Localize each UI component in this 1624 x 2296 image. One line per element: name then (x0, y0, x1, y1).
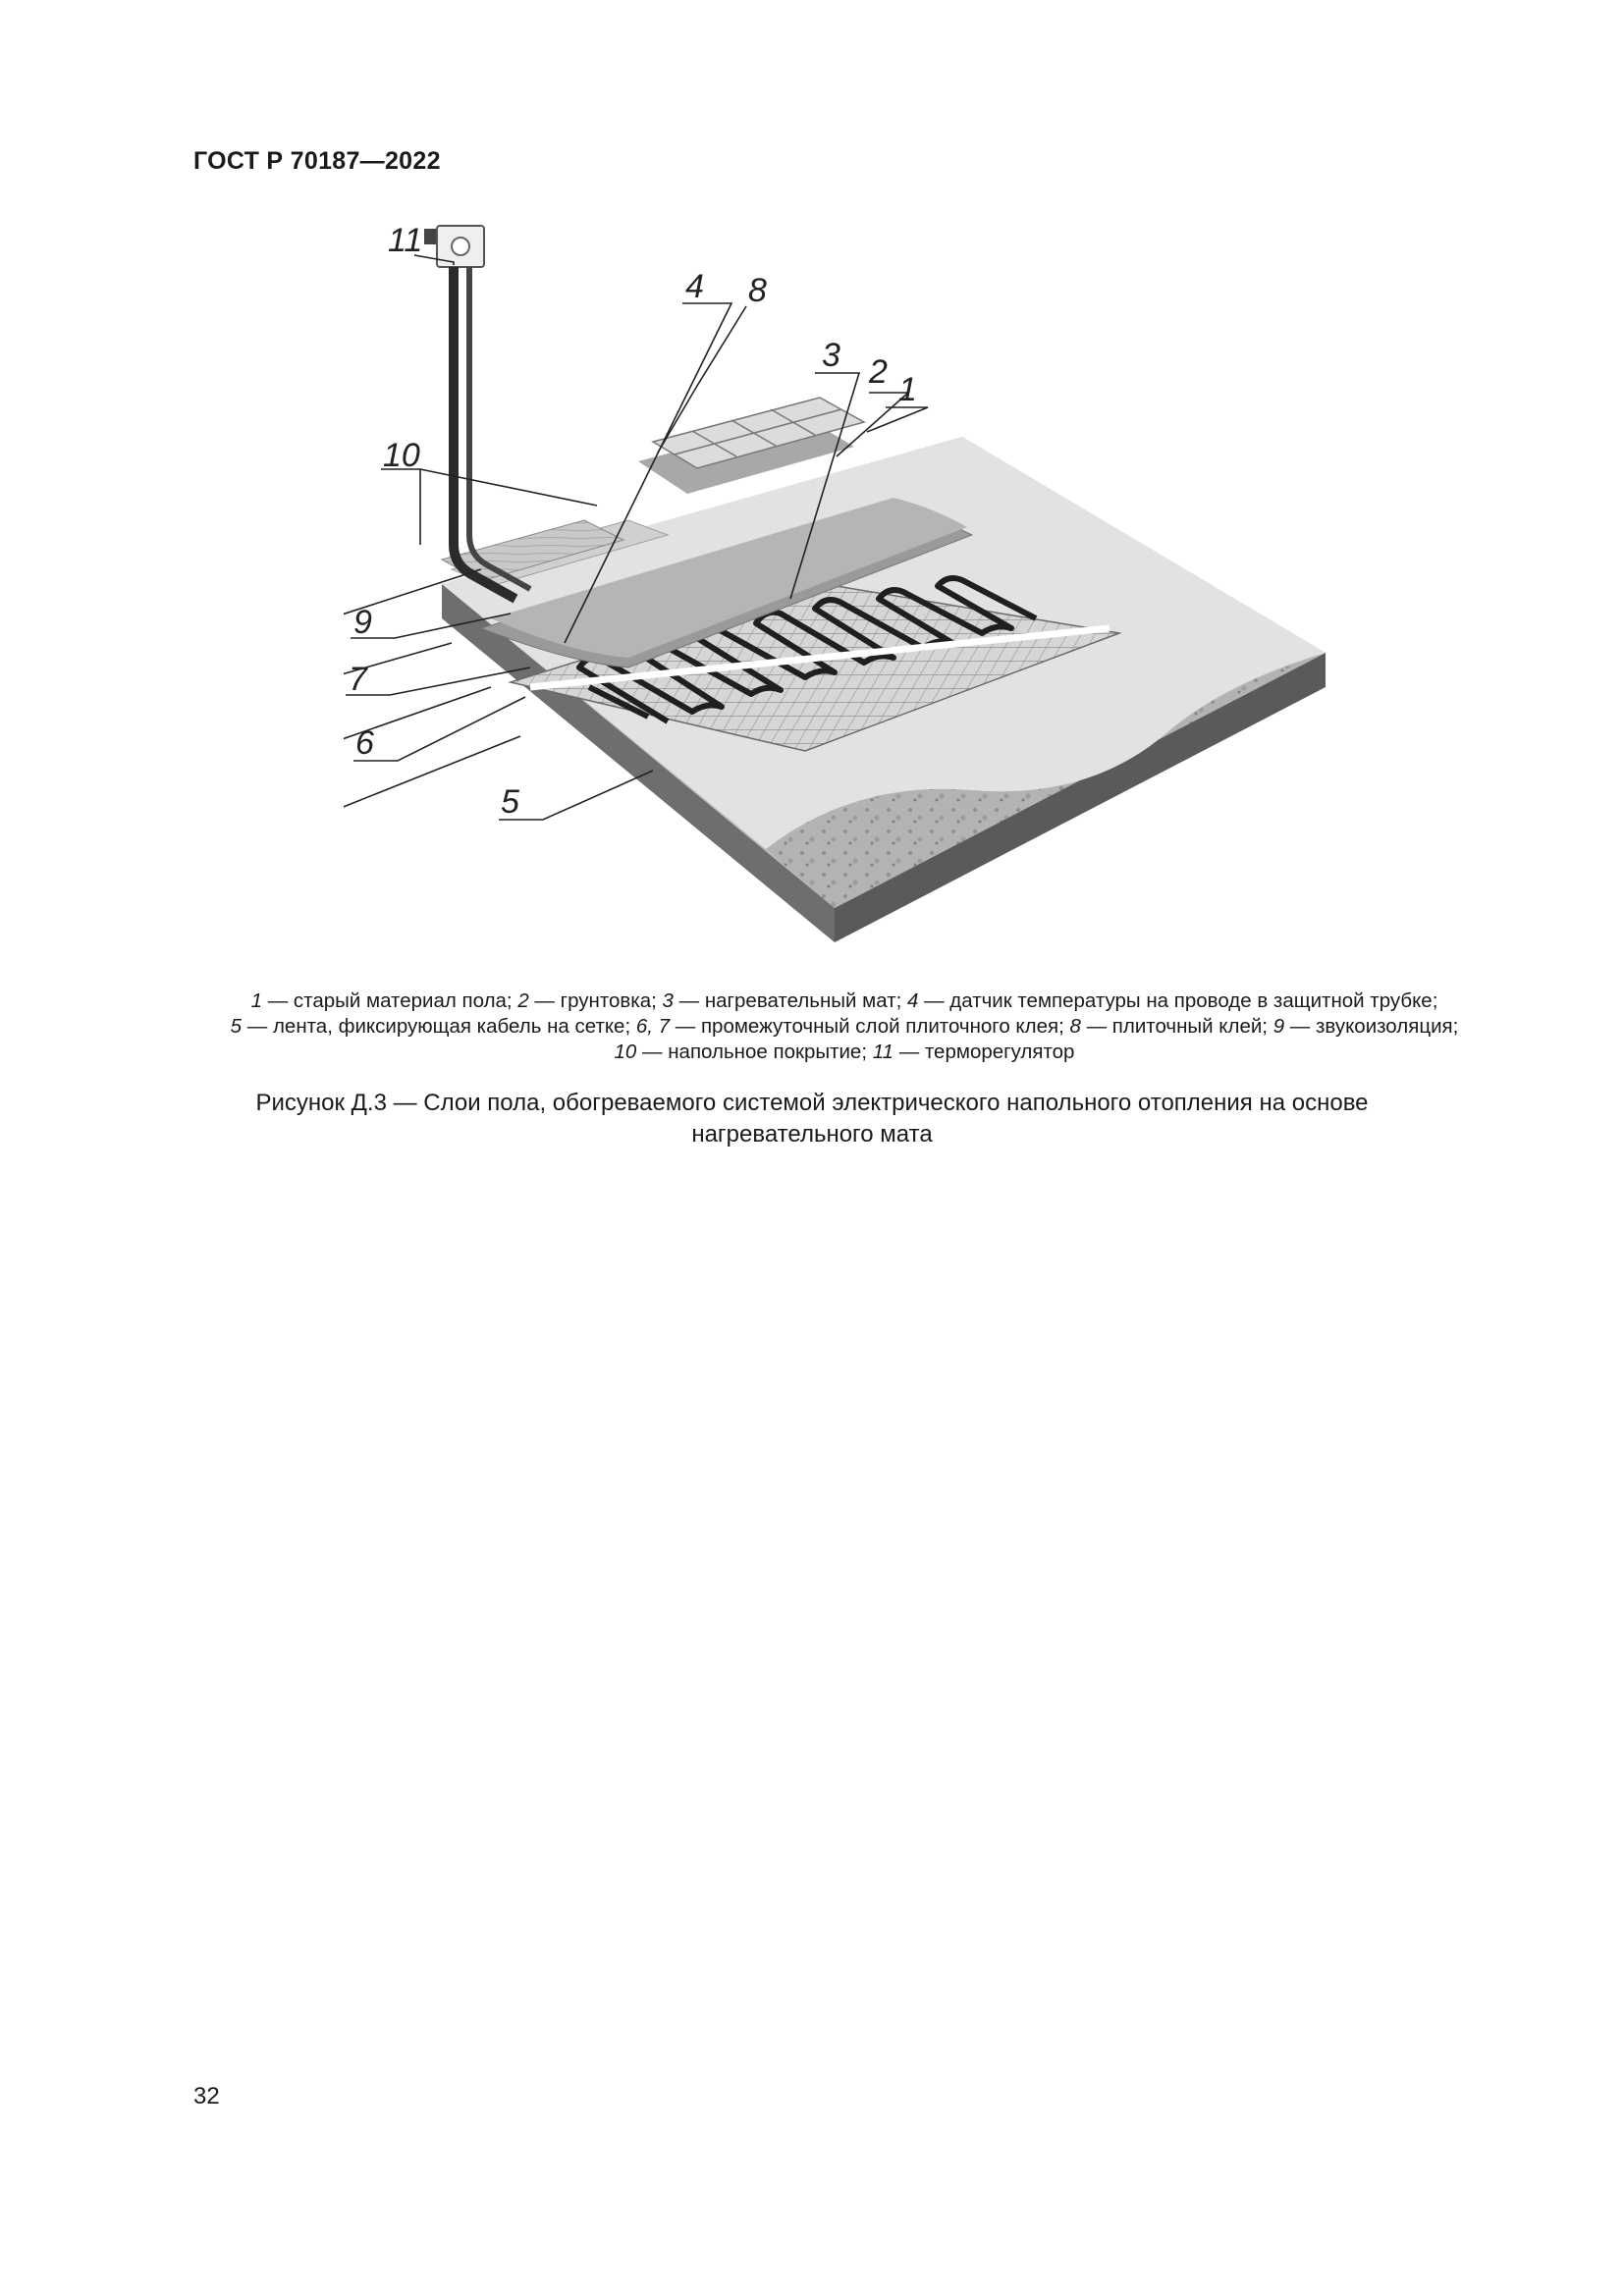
legend-num-8: 8 (1069, 1015, 1081, 1038)
legend-text-11: — терморегулятор (893, 1041, 1075, 1063)
caption-line-2: нагревательного мата (691, 1121, 933, 1148)
legend-text-2: — грунтовка; (528, 989, 663, 1012)
legend-num-3: 3 (662, 989, 674, 1012)
legend-line-1 (157, 988, 1532, 1014)
figure-legend (157, 988, 1532, 1065)
legend-num-5: 5 (230, 1015, 243, 1038)
callout-9: 9 (353, 604, 372, 641)
legend-text-10: — напольное покрытие; (636, 1041, 873, 1063)
callout-11: 11 (388, 222, 423, 259)
legend-line-3 (157, 1040, 1532, 1065)
figure-caption (196, 1088, 1428, 1150)
legend-text-9: — звукоизоляция; (1284, 1015, 1459, 1038)
legend-num-9: 9 (1272, 1015, 1285, 1038)
callout-7: 7 (349, 661, 367, 698)
legend-num-6-7: 6, 7 (635, 1015, 671, 1038)
page-number: 32 (193, 2083, 220, 2109)
legend-text-5: — лента, фиксирующая кабель на сетке; (242, 1015, 636, 1038)
legend-text-6-7: — промежуточный слой плиточного клея; (670, 1015, 1070, 1038)
callout-5: 5 (501, 783, 519, 821)
legend-text-4: — датчик температуры на проводе в защитной трубке; (918, 989, 1438, 1012)
caption-line-1: Рисунок Д.3 — Слои пола, обогреваемого системой электрического напольного отопления на основе (255, 1090, 1369, 1116)
legend-num-10: 10 (614, 1041, 637, 1063)
left-callouts-2 (496, 766, 692, 844)
callout-3: 3 (822, 337, 840, 374)
legend-line-2 (157, 1014, 1532, 1040)
legend-text-8: — плиточный клей; (1080, 1015, 1273, 1038)
thermostat (424, 226, 484, 267)
legend-text-3: — нагревательный мат; (673, 989, 907, 1012)
callout-8: 8 (748, 272, 767, 309)
callout-6: 6 (355, 724, 374, 762)
callout-10: 10 (383, 437, 420, 474)
legend-num-2: 2 (517, 989, 529, 1012)
legend-num-4: 4 (906, 989, 919, 1012)
callout-2: 2 (869, 353, 888, 391)
callout-1: 1 (898, 371, 917, 408)
legend-num-1: 1 (250, 989, 263, 1012)
page-header: ГОСТ Р 70187—2022 (193, 147, 441, 175)
legend-num-11: 11 (872, 1041, 893, 1063)
legend-text-1: — старый материал пола; (262, 989, 518, 1012)
callout-4: 4 (685, 268, 704, 305)
